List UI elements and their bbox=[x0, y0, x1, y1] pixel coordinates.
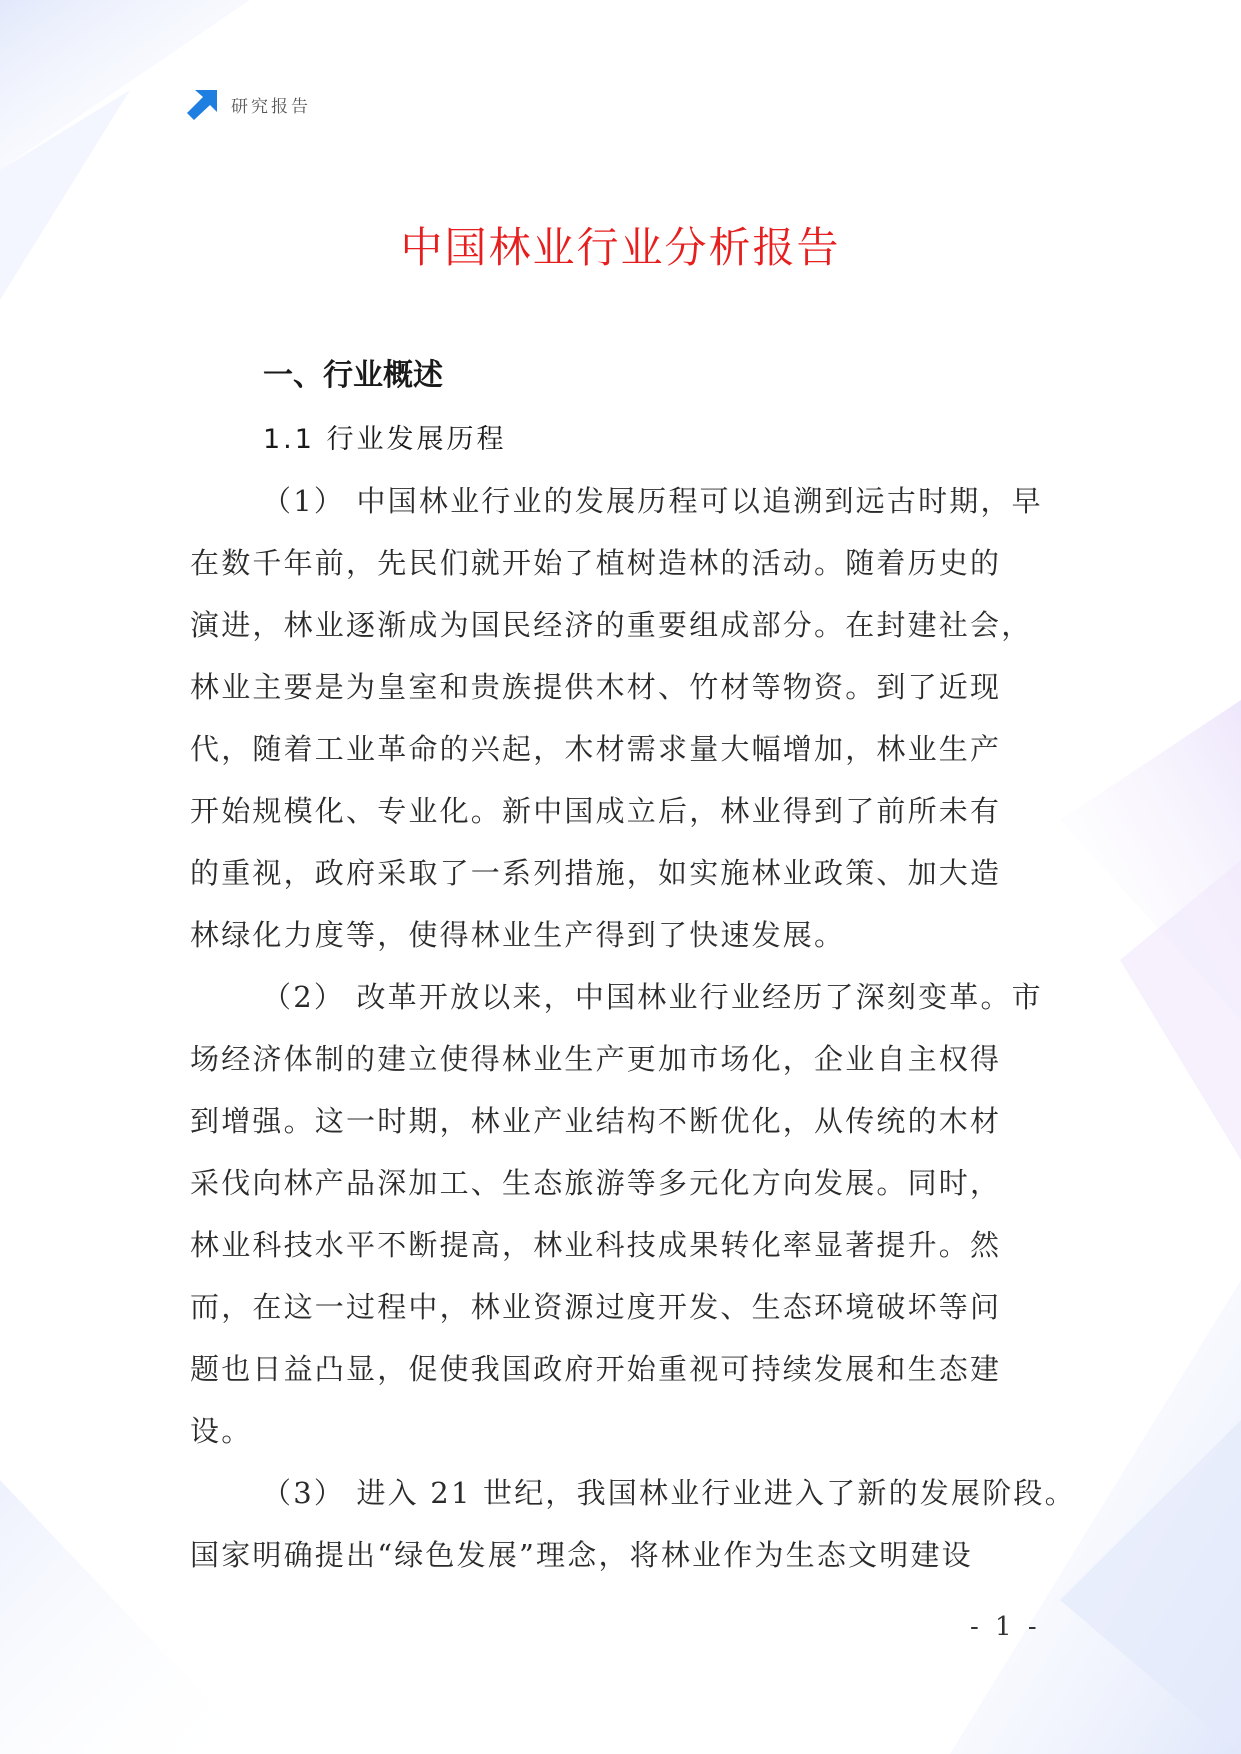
text-line: 到增强。这一时期，林业产业结构不断优化，从传统的木材 bbox=[190, 1104, 1002, 1138]
text-line: 开始规模化、专业化。新中国成立后，林业得到了前所未有 bbox=[190, 794, 1002, 828]
text-line: 林绿化力度等，使得林业生产得到了快速发展。 bbox=[190, 918, 846, 952]
text-line: 而，在这一过程中，林业资源过度开发、生态环境破坏等问 bbox=[190, 1290, 1002, 1324]
text-line: 题也日益凸显，促使我国政府开始重视可持续发展和生态建 bbox=[190, 1352, 1002, 1386]
text-line: 林业主要是为皇室和贵族提供木材、竹材等物资。到了近现 bbox=[190, 670, 1002, 704]
text-line: 采伐向林产品深加工、生态旅游等多元化方向发展。同时， bbox=[190, 1166, 1002, 1200]
arrow-up-right-icon bbox=[187, 88, 219, 120]
report-header bbox=[187, 88, 311, 120]
text-line: （1） 中国林业行业的发展历程可以追溯到远古时期，早 bbox=[262, 484, 1043, 518]
header-label: 研究报告 bbox=[231, 96, 311, 117]
text-line: 国家明确提出“绿色发展”理念，将林业作为生态文明建设 bbox=[190, 1538, 973, 1572]
text-line: 林业科技水平不断提高，林业科技成果转化率显著提升。然 bbox=[190, 1228, 1002, 1262]
section-heading: 一、行业概述 bbox=[263, 358, 443, 393]
text-line: 代，随着工业革命的兴起，木材需求量大幅增加，林业生产 bbox=[190, 732, 1002, 766]
text-line: 的重视，政府采取了一系列措施，如实施林业政策、加大造 bbox=[190, 856, 1002, 890]
text-line: （2） 改革开放以来，中国林业行业经历了深刻变革。市 bbox=[262, 980, 1043, 1014]
paragraph-2 bbox=[190, 966, 1050, 1462]
paragraph-1 bbox=[190, 470, 1050, 966]
document-title: 中国林业行业分析报告 bbox=[400, 223, 841, 272]
text-line: 场经济体制的建立使得林业生产更加市场化，企业自主权得 bbox=[190, 1042, 1002, 1076]
subsection-heading: 1.1 行业发展历程 bbox=[263, 424, 507, 455]
text-line: 在数千年前，先民们就开始了植树造林的活动。随着历史的 bbox=[190, 546, 1002, 580]
text-line: 设。 bbox=[190, 1414, 253, 1448]
text-line: 演进，林业逐渐成为国民经济的重要组成部分。在封建社会， bbox=[190, 608, 1033, 642]
text-line: （3） 进入 21 世纪，我国林业行业进入了新的发展阶段。 bbox=[262, 1476, 1076, 1510]
paragraph-3 bbox=[190, 1462, 1076, 1586]
page-number: - 1 - bbox=[970, 1612, 1041, 1642]
